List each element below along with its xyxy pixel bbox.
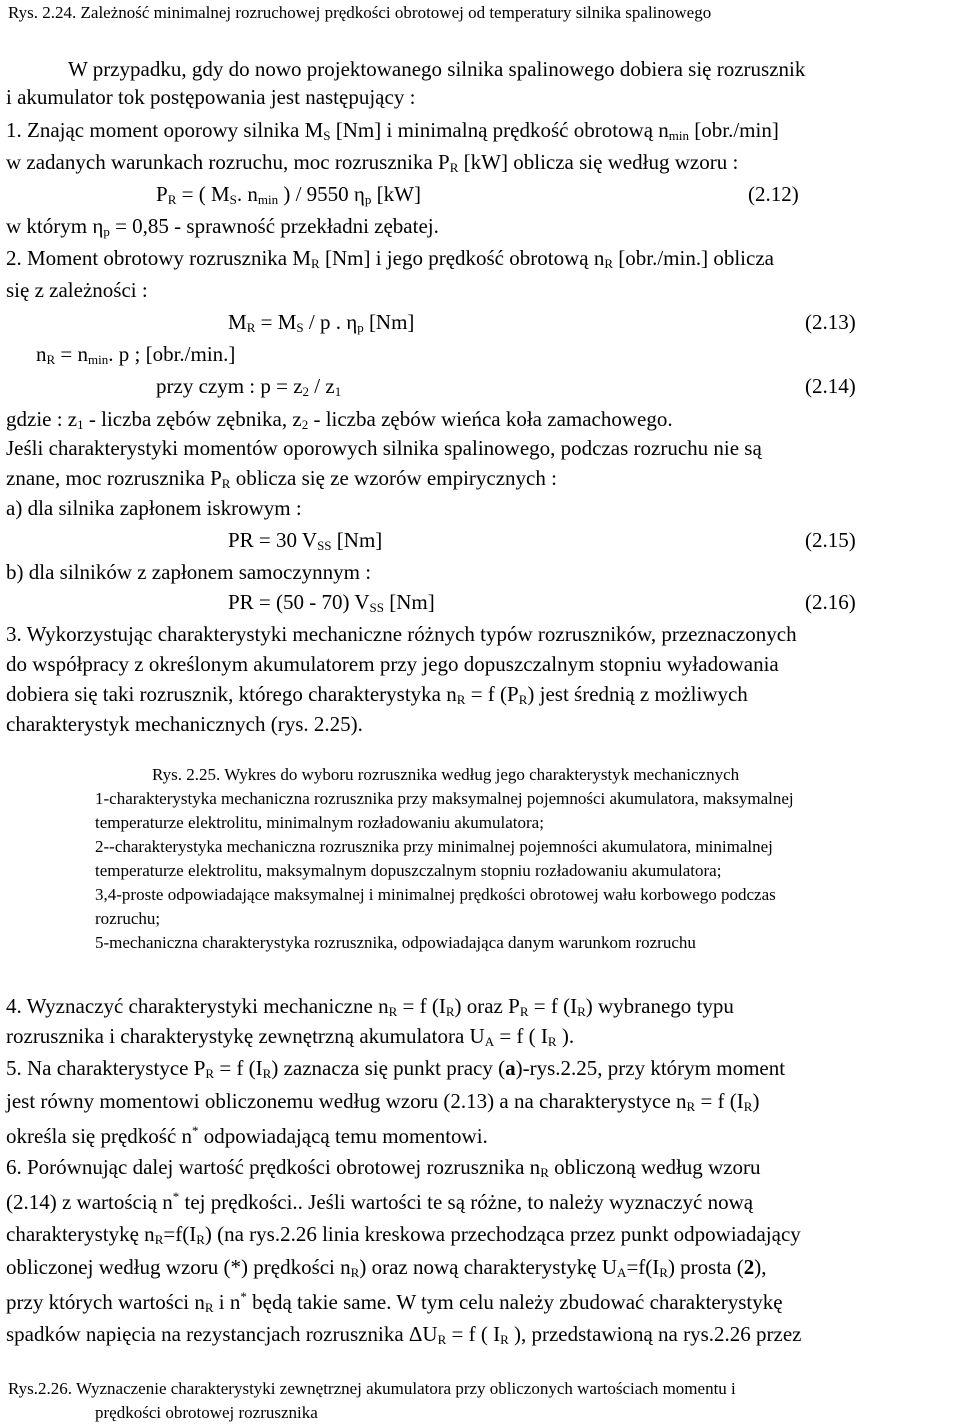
text-span: ) (na rys.2.26 linia kreskowa przechodząca przez punkt odpowiadający xyxy=(204,1222,801,1246)
subscript: R xyxy=(743,1099,753,1114)
formula-2-13 xyxy=(228,310,414,334)
text-line xyxy=(6,1322,801,1346)
text-line xyxy=(6,246,774,270)
text-span: odpowiadającą temu momentowi. xyxy=(198,1124,488,1148)
bold-text: a xyxy=(505,1056,516,1080)
subscript: R xyxy=(196,1232,205,1247)
text-line xyxy=(6,150,738,174)
text-span: [kW] xyxy=(371,182,421,206)
subscript: R xyxy=(659,1265,668,1280)
text-span: [Nm] xyxy=(384,590,435,614)
text-span: = f (P xyxy=(465,682,519,706)
text-span: )-rys.2.25, przy którym moment xyxy=(515,1056,786,1080)
text-span: / p . η xyxy=(303,310,358,334)
text-span: ) oraz nową charakterystykę U xyxy=(359,1255,618,1279)
subscript: p xyxy=(364,192,372,207)
text-span: ), przedstawioną na rys.2.26 przez xyxy=(508,1322,802,1346)
equation-number: (2.12) xyxy=(748,182,799,206)
subscript: p xyxy=(103,224,110,239)
text-line xyxy=(6,214,439,238)
superscript: * xyxy=(172,1189,180,1204)
caption-line: 1-charakterystyka mechaniczna rozrusznika przy maksymalnej pojemności akumulatora, maksymalnej xyxy=(95,789,794,808)
text-span: będą takie same. W tym celu należy zbudować charakterystykę xyxy=(246,1290,783,1314)
subscript: R xyxy=(154,1232,164,1247)
subscript: R xyxy=(221,476,231,491)
text-line xyxy=(6,1290,783,1314)
subscript: R xyxy=(449,160,459,175)
text-span: ) xyxy=(752,1089,760,1113)
text-span: = M xyxy=(255,310,297,334)
caption-line: 5-mechaniczna charakterystyka rozrusznika, odpowiadająca danym warunkom rozruchu xyxy=(95,933,696,952)
caption-line: 2--charakterystyka mechaniczna rozrusznika przy minimalnej pojemności akumulatora, minimalnej xyxy=(95,837,773,856)
text-line: do współpracy z określonym akumulatorem przy jego dopuszczalnym stopniu wyładowania xyxy=(6,652,779,676)
text-span: ), xyxy=(754,1255,767,1279)
text-line: i akumulator tok postępowania jest następujący : xyxy=(6,85,416,109)
subscript: R xyxy=(540,1165,549,1180)
subscript: R xyxy=(518,692,528,707)
text-span: ) oraz P xyxy=(454,994,520,1018)
subscript: p xyxy=(357,320,364,335)
text-span: = f (I xyxy=(528,994,578,1018)
text-line: W przypadku, gdy do nowo projektowanego silnika spalinowego dobiera się rozrusznik xyxy=(68,57,806,81)
subscript: A xyxy=(617,1265,627,1280)
text-line xyxy=(6,118,779,142)
text-line: charakterystyk mechanicznych (rys. 2.25). xyxy=(6,712,363,736)
text-span: obliczonej według wzoru (*) prędkości n xyxy=(6,1255,351,1279)
text-line: a) dla silnika zapłonem iskrowym : xyxy=(6,496,302,520)
equation-number: (2.13) xyxy=(805,310,856,334)
text-span: oblicza się ze wzorów empirycznych : xyxy=(230,466,557,490)
caption-line: prędkości obrotowej rozrusznika xyxy=(95,1403,318,1422)
caption-fig-2-24: Rys. 2.24. Zależność minimalnej rozruchowej prędkości obrotowej od temperatury silnika spalinowego xyxy=(8,3,712,22)
text-span: = f ( I xyxy=(446,1322,501,1346)
text-line xyxy=(6,1124,488,1148)
caption-line: rozruchu; xyxy=(95,909,161,928)
superscript: * xyxy=(192,1123,199,1138)
subscript: R xyxy=(519,1004,529,1019)
text-line xyxy=(6,1222,801,1246)
text-span: przy których wartości n xyxy=(6,1290,205,1314)
text-span: . n xyxy=(236,182,258,206)
text-line xyxy=(6,1255,767,1279)
text-span: [kW] oblicza się według wzoru : xyxy=(458,150,739,174)
text-span: dobiera się taki rozrusznik, którego charakterystyka n xyxy=(6,682,457,706)
subscript: R xyxy=(547,1034,557,1049)
caption-line: 3,4-proste odpowiadające maksymalnej i minimalnej prędkości obrotowej wału korbowego podczas xyxy=(95,885,776,904)
subscript: R xyxy=(311,256,320,271)
text-span: PR = 30 V xyxy=(228,528,318,552)
subscript: S xyxy=(296,320,304,335)
subscript: R xyxy=(437,1332,447,1347)
text-span: 2. Moment obrotowy rozrusznika M xyxy=(6,246,312,270)
text-line xyxy=(6,1155,761,1179)
subscript: 1 xyxy=(334,384,342,399)
text-span: . p ; [obr./min.] xyxy=(108,342,236,366)
text-line xyxy=(6,466,557,490)
text-line xyxy=(6,1089,759,1113)
text-span: w którym η xyxy=(6,214,104,238)
subscript: R xyxy=(246,320,256,335)
text-span: 6. Porównując dalej wartość prędkości obrotowej rozrusznika n xyxy=(6,1155,541,1179)
subscript: R xyxy=(262,1066,272,1081)
text-span: znane, moc rozrusznika P xyxy=(6,466,222,490)
subscript: R xyxy=(500,1332,509,1347)
text-span: ) wybranego typu xyxy=(585,994,734,1018)
subscript: R xyxy=(456,692,466,707)
subscript: SS xyxy=(369,600,385,615)
text-span: = n xyxy=(55,342,89,366)
subscript: S xyxy=(229,192,237,207)
text-span: (2.14) z wartością n xyxy=(6,1190,173,1214)
text-span: ) zaznacza się punkt pracy ( xyxy=(271,1056,506,1080)
formula-2-14 xyxy=(156,374,341,398)
formula-2-15 xyxy=(228,528,382,552)
equation-number: (2.14) xyxy=(805,374,856,398)
text-line xyxy=(6,994,734,1018)
formula-2-12 xyxy=(156,182,421,206)
text-line xyxy=(6,1024,574,1048)
text-line: się z zależności : xyxy=(6,278,148,302)
text-span: w zadanych warunkach rozruchu, moc rozrusznika P xyxy=(6,150,450,174)
text-span: [obr./min.] oblicza xyxy=(613,246,774,270)
bold-text: 2 xyxy=(743,1255,755,1279)
caption-line: temperaturze elektrolitu, minimalnym rozładowaniu akumulatora; xyxy=(95,813,544,832)
subscript: R xyxy=(350,1265,360,1280)
text-span: =f(I xyxy=(163,1222,197,1246)
subscript: S xyxy=(323,128,331,143)
subscript: 2 xyxy=(301,417,309,432)
text-span: gdzie : z xyxy=(6,407,78,431)
text-span: M xyxy=(228,310,247,334)
equation-number: (2.15) xyxy=(805,528,856,552)
text-span: P xyxy=(156,182,168,206)
subscript: R xyxy=(686,1099,696,1114)
text-span: = ( M xyxy=(176,182,230,206)
text-span: spadków napięcia na rezystancjach rozrusznika ΔU xyxy=(6,1322,438,1346)
text-span: [Nm] i jego prędkość obrotową n xyxy=(319,246,605,270)
text-span: [Nm] xyxy=(363,310,415,334)
subscript: R xyxy=(445,1004,455,1019)
text-span: tej prędkości.. Jeśli wartości te są różne, to należy wyznaczyć nową xyxy=(179,1190,754,1214)
text-line xyxy=(6,682,748,706)
text-span: = f ( I xyxy=(494,1024,548,1048)
text-line xyxy=(6,1190,753,1214)
text-span: przy czym : p = z xyxy=(156,374,303,398)
text-span: ). xyxy=(556,1024,575,1048)
subscript: R xyxy=(604,256,613,271)
subscript: R xyxy=(577,1004,586,1019)
formula-2-16 xyxy=(228,590,435,614)
text-span: [Nm] xyxy=(331,528,383,552)
caption-fig-2-26: Rys.2.26. Wyznaczenie charakterystyki zewnętrznej akumulatora przy obliczonych wartościach momentu i xyxy=(8,1379,736,1398)
subscript: R xyxy=(46,352,56,367)
text-span: / z xyxy=(309,374,335,398)
text-line: 3. Wykorzystując charakterystyki mechaniczne różnych typów rozruszników, przeznaczonych xyxy=(6,622,797,646)
text-line: b) dla silników z zapłonem samoczynnym : xyxy=(6,560,372,584)
text-span: PR = (50 - 70) V xyxy=(228,590,370,614)
subscript: 2 xyxy=(302,384,310,399)
text-span: 1. Znając moment oporowy silnika M xyxy=(6,118,324,142)
text-line xyxy=(6,1056,785,1080)
subscript: min xyxy=(257,192,279,207)
equation-number: (2.16) xyxy=(805,590,856,614)
subscript: R xyxy=(205,1066,215,1081)
text-span: = f (I xyxy=(397,994,446,1018)
text-line: Jeśli charakterystyki momentów oporowych silnika spalinowego, podczas rozruchu nie są xyxy=(6,436,762,460)
text-span: ) jest średnią z możliwych xyxy=(527,682,748,706)
text-span: [Nm] i minimalną prędkość obrotową n xyxy=(330,118,669,142)
subscript: 1 xyxy=(77,417,84,432)
text-span: [obr./min] xyxy=(689,118,779,142)
formula-nr xyxy=(36,342,235,366)
caption-line: temperaturze elektrolitu, maksymalnym dopuszczalnym stopniu rozładowaniu akumulatora; xyxy=(95,861,722,880)
text-span: n xyxy=(36,342,47,366)
text-span: - liczba zębów zębnika, z xyxy=(83,407,302,431)
text-line xyxy=(6,407,673,431)
text-span: jest równy momentowi obliczonemu według wzoru (2.13) a na charakterystyce n xyxy=(6,1089,687,1113)
subscript: min xyxy=(668,128,690,143)
text-span: = f (I xyxy=(214,1056,263,1080)
subscript: R xyxy=(388,1004,398,1019)
subscript: R xyxy=(167,192,177,207)
text-span: 5. Na charakterystyce P xyxy=(6,1056,206,1080)
text-span: charakterystykę n xyxy=(6,1222,155,1246)
text-span: ) / 9550 η xyxy=(278,182,365,206)
superscript: * xyxy=(240,1289,247,1304)
text-span: - liczba zębów wieńca koła zamachowego. xyxy=(308,407,673,431)
caption-fig-2-25: Rys. 2.25. Wykres do wyboru rozrusznika według jego charakterystyk mechanicznych xyxy=(152,765,740,784)
text-span: określa się prędkość n xyxy=(6,1124,193,1148)
subscript: min xyxy=(88,352,109,367)
text-span: =f(I xyxy=(626,1255,660,1279)
text-span: = 0,85 - sprawność przekładni zębatej. xyxy=(109,214,439,238)
text-span: obliczoną według wzoru xyxy=(548,1155,761,1179)
subscript: R xyxy=(204,1300,214,1315)
text-span: = f (I xyxy=(695,1089,744,1113)
text-span: i n xyxy=(213,1290,241,1314)
subscript: A xyxy=(484,1034,495,1049)
text-span: 4. Wyznaczyć charakterystyki mechaniczne n xyxy=(6,994,389,1018)
text-span: ) prosta ( xyxy=(667,1255,744,1279)
text-span: rozrusznika i charakterystykę zewnętrzną akumulatora U xyxy=(6,1024,485,1048)
subscript: SS xyxy=(317,538,332,553)
